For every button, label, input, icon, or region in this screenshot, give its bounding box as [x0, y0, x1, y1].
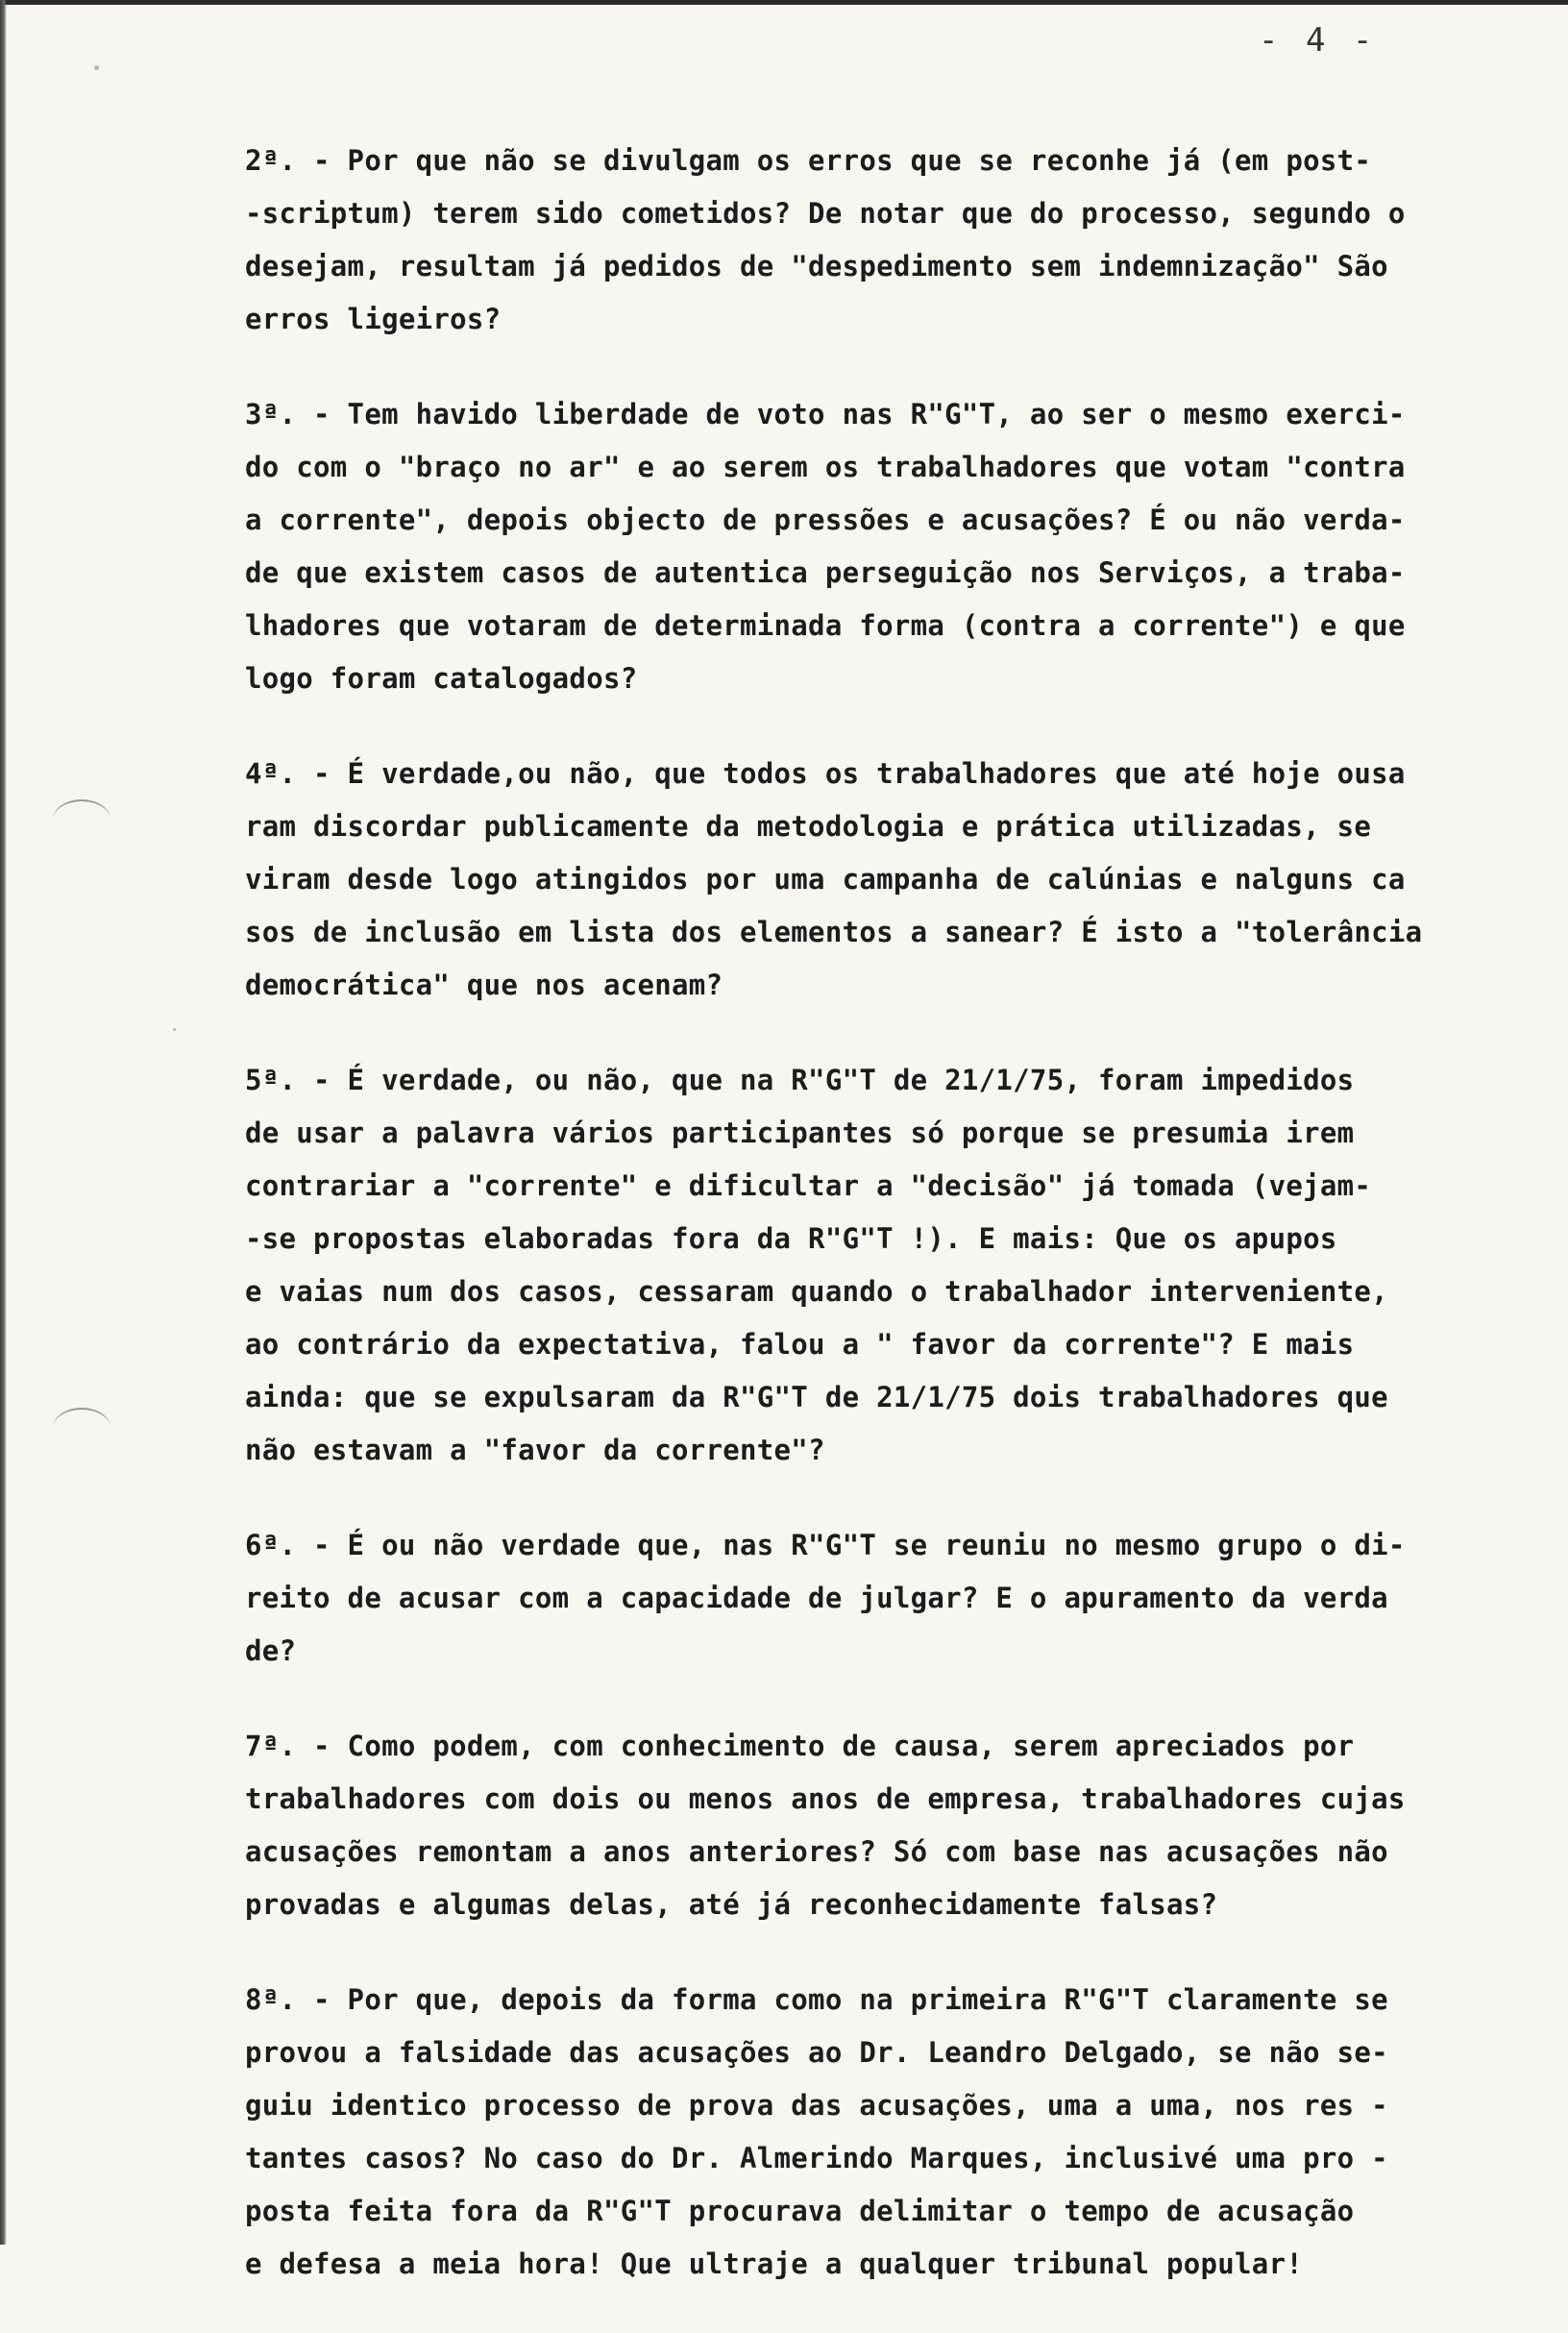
question-4: 4ª. - É verdade,ou não, que todos os trabalhadores que até hoje ousa ram discordar publicamente da metodologia e prática utilizadas, se viram desde logo atingidos por uma campanha de calúnias e nalguns ca sos de inclusão em lista dos elementos a sanear? É isto a "tolerância democrática" que nos acenam?	[245, 757, 1423, 1001]
page-number: - 4 -	[1259, 21, 1377, 60]
page-left-border	[0, 0, 7, 2245]
page-top-border	[0, 0, 1568, 5]
question-8: 8ª. - Por que, depois da forma como na primeira R"G"T claramente se provou a falsidade das acusações ao Dr. Leandro Delgado, se não se- guiu identico processo de prova das acusações, uma a uma, nos res - tantes casos? No caso do Dr. Almerindo Marques, inclusivé uma pro - posta feita fora da R"G"T procurava delimitar o tempo de acusação e defesa a meia hora! Que ultraje a qualquer tribunal popular!	[245, 1983, 1388, 2280]
scan-speck	[173, 1028, 176, 1031]
question-2: 2ª. - Por que não se divulgam os erros que se reconhe já (em post- -scriptum) terem sido cometidos? De notar que do processo, segundo o desejam, resultam já pedidos de "despedimento sem indemnização" São erros ligeiros?	[245, 144, 1406, 335]
question-7: 7ª. - Como podem, com conhecimento de causa, serem apreciados por trabalhadores com dois ou menos anos de empresa, trabalhadores cujas acusações remontam a anos anteriores? Só com base nas acusações não provadas e algumas delas, até já reconhecidamente falsas?	[245, 1730, 1406, 1921]
scan-speck	[94, 65, 99, 70]
document-body	[245, 135, 1484, 2333]
punch-hole-mark	[53, 1408, 110, 1448]
punch-hole-mark	[53, 799, 110, 840]
question-5: 5ª. - É verdade, ou não, que na R"G"T de 21/1/75, foram impedidos de usar a palavra vários participantes só porque se presumia irem contrariar a "corrente" e dificultar a "decisão" já tomada (vejam- -se propostas elaboradas fora da R"G"T !). E mais: Que os apupos e vaias num dos casos, cessaram quando o trabalhador interveniente, ao contrário da expectativa, falou a " favor da corrente"? E mais ainda: que se expulsaram da R"G"T de 21/1/75 dois trabalhadores que não estavam a "favor da corrente"?	[245, 1064, 1388, 1466]
question-6: 6ª. - É ou não verdade que, nas R"G"T se reuniu no mesmo grupo o di- reito de acusar com a capacidade de julgar? E o apuramento da verda de?	[245, 1529, 1406, 1667]
question-3: 3ª. - Tem havido liberdade de voto nas R"G"T, ao ser o mesmo exerci- do com o "braço no ar" e ao serem os trabalhadores que votam "contra a corrente", depois objecto de pressões e acusações? É ou não verda- de que existem casos de autentica perseguição nos Serviços, a traba- lhadores que votaram de determinada forma (contra a corrente") e que logo foram catalogados?	[245, 398, 1406, 695]
